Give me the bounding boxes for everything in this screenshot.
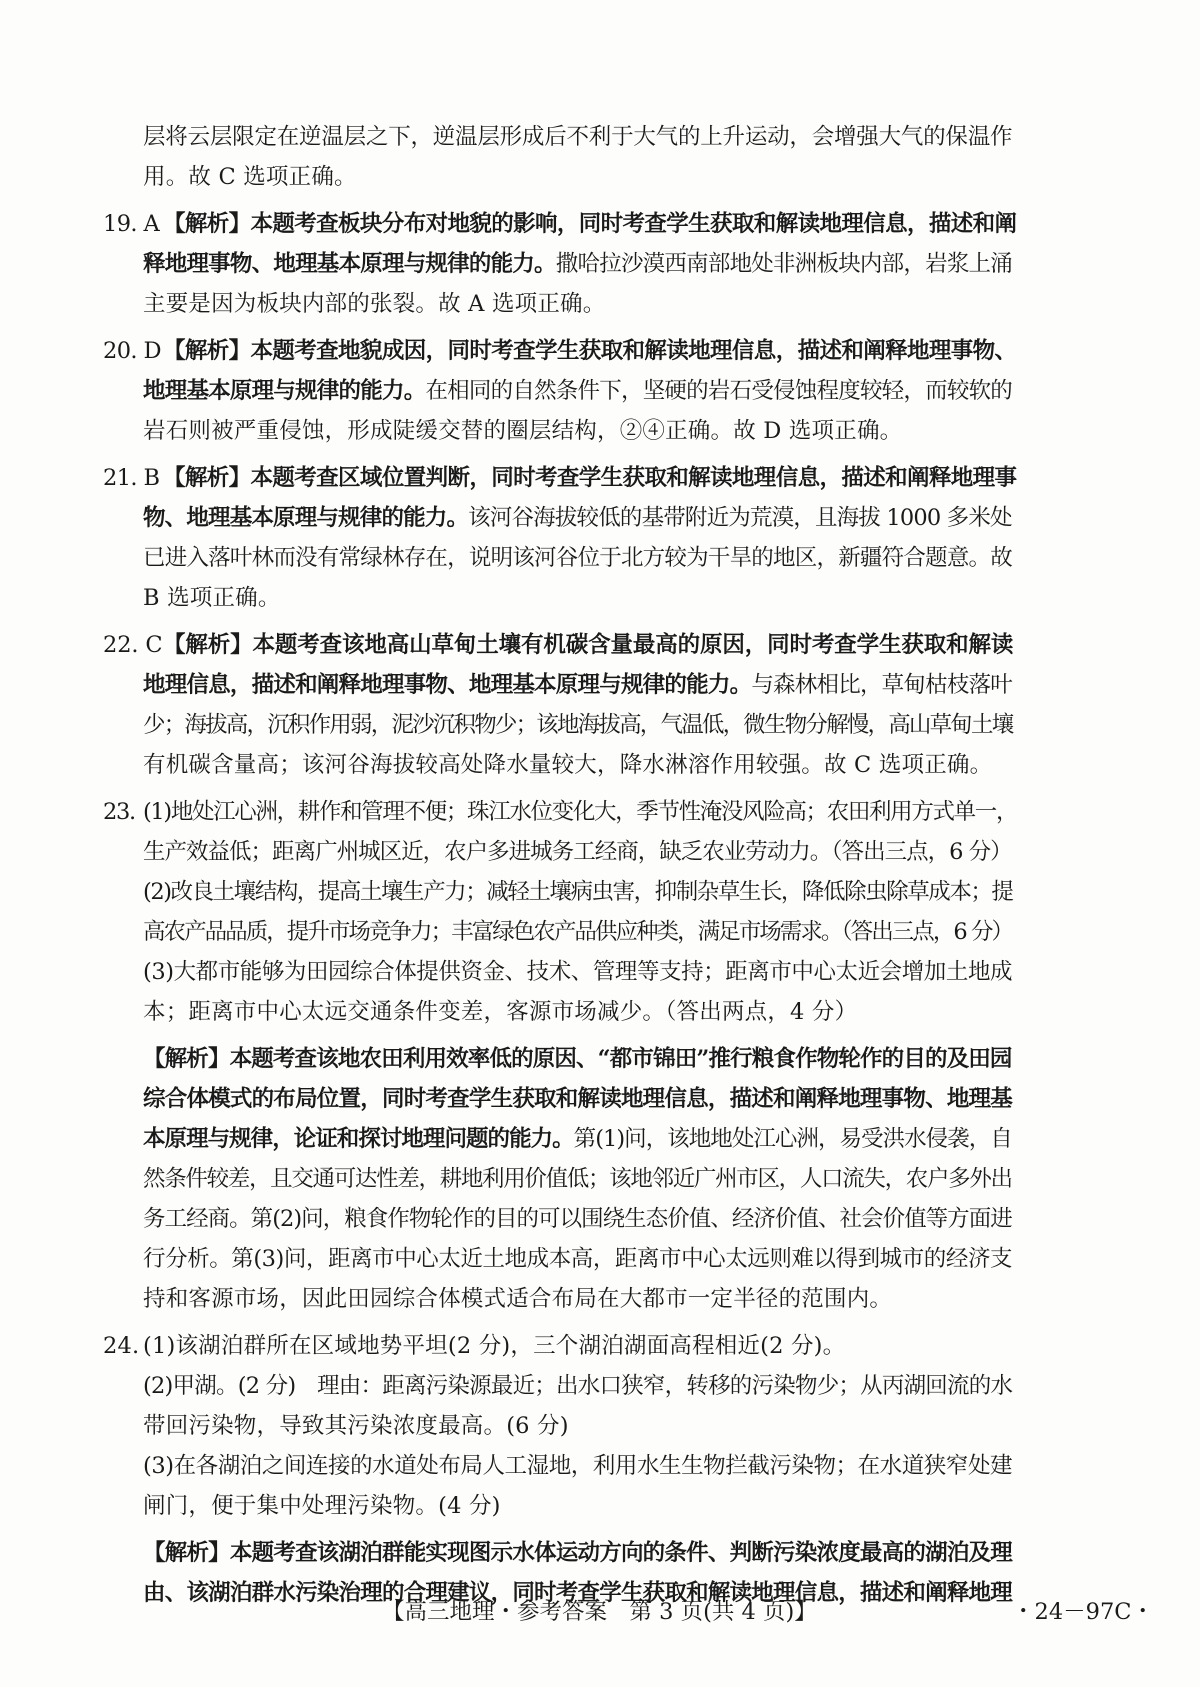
question-number: 21. B: [103, 465, 160, 491]
body-text: 持和客源市场，因此田园综合体模式适合布局在大都市一定半径的范围内。: [143, 1286, 893, 1312]
question-number: 20. D: [103, 338, 161, 364]
text-line: [103, 209, 1017, 239]
body-text: (2)甲湖。(2 分) 理由：距离污染源最近；出水口狭窄，转移的污染物少；从丙湖回流的水: [143, 1373, 1013, 1399]
text-line: [103, 1331, 846, 1361]
text-line: [143, 583, 281, 613]
bold-text: 综合体模式的布局位置，同时考查学生获取和解读地理信息，描述和阐释地理事物、地理基: [143, 1086, 1013, 1112]
body-text: 少；海拔高，沉积作用弱，泥沙沉积物少；该地海拔高，气温低，微生物分解慢，高山草甸土壤: [143, 712, 1013, 738]
text-line: [143, 1164, 1012, 1194]
bold-text: 【解析】本题考查该湖泊群能实现图示水体运动方向的条件、判断污染浓度最高的湖泊及理: [143, 1540, 1013, 1566]
question-number: 19. A: [103, 211, 160, 237]
body-text: 带回污染物，导致其污染浓度最高。(6 分): [143, 1413, 569, 1439]
text-line: [143, 1084, 1012, 1114]
body-text: 高农产品品质，提升市场竞争力；丰富绿色农产品供应种类，满足市场需求。（答出三点，6 分）: [143, 919, 1013, 945]
body-text: 岩石则被严重侵蚀，形成陡缓交替的圈层结构，②④正确。故 D 选项正确。: [143, 418, 903, 444]
text-line: [143, 122, 1012, 152]
text-line: [143, 1244, 1012, 1274]
text-line: [143, 289, 605, 319]
bold-text: 【解析】本题考查区域位置判断，同时考查学生获取和解读地理信息，描述和阐释地理事: [163, 465, 1017, 491]
bold-text: 物、地理基本原理与规律的能力。: [143, 505, 469, 531]
body-text: 生产效益低；距离广州城区近，农户多进城务工经商，缺乏农业劳动力。（答出三点，6 分）: [143, 839, 1012, 865]
bold-text: 由、该湖泊群水污染治理的合理建议，同时考查学生获取和解读地理信息，描述和阐释地理: [143, 1580, 1013, 1606]
text-line: [143, 1124, 1012, 1154]
body-text: 层将云层限定在逆温层之下，逆温层形成后不利于大气的上升运动，会增强大气的保温作: [143, 124, 1013, 150]
body-text: 本；距离市中心太远交通条件变差，客源市场减少。（答出两点，4 分）: [143, 999, 858, 1025]
body-text: (3)大都市能够为田园综合体提供资金、技术、管理等支持；距离市中心太近会增加土地成: [143, 959, 1013, 985]
text-line: [143, 997, 857, 1027]
text-line: [143, 1284, 892, 1314]
text-line: [143, 1491, 501, 1521]
text-line: [143, 249, 1012, 279]
body-text: 已进入落叶林而没有常绿林存在，说明该河谷位于北方较为干旱的地区，新疆符合题意。故: [143, 545, 1013, 571]
text-line: [143, 503, 1012, 533]
text-line: [143, 1538, 1012, 1568]
text-line: [143, 957, 1012, 987]
text-line: [103, 797, 1018, 827]
body-text: (1)该湖泊群所在区域地势平坦(2 分)，三个湖泊湖面高程相近(2 分)。: [143, 1333, 846, 1359]
text-line: [143, 416, 902, 446]
question-number: 23.: [103, 799, 135, 825]
text-line: [143, 1411, 569, 1441]
text-line: [143, 917, 1012, 947]
text-line: [143, 837, 1012, 867]
body-text: B 选项正确。: [143, 585, 281, 611]
body-text: 务工经商。第(2)问，粮食作物轮作的目的可以围绕生态价值、经济价值、社会价值等方面进: [143, 1206, 1012, 1232]
body-text: 然条件较差，且交通可达性差，耕地利用价值低；该地邻近广州市区，人口流失，农户多外出: [143, 1166, 1012, 1192]
body-text: (3)在各湖泊之间连接的水道处布局人工湿地，利用水生生物拦截污染物；在水道狭窄处建: [143, 1453, 1013, 1479]
bold-text: 地理信息，描述和阐释地理事物、地理基本原理与规律的能力。: [143, 672, 752, 698]
question-number: 24.: [103, 1333, 140, 1359]
text-line: [143, 543, 1012, 573]
bold-text: 【解析】本题考查该地高山草甸土壤有机碳含量最高的原因，同时考查学生获取和解读: [163, 632, 1014, 658]
text-line: [143, 877, 1012, 907]
body-text: 闸门，便于集中处理污染物。(4 分): [143, 1493, 501, 1519]
footer-title: 【高三地理・参考答案 第 3 页(共 4 页)】: [382, 1599, 817, 1625]
question-number: 22. C: [103, 632, 163, 658]
body-text: 该河谷海拔较低的基带附近为荒漠，且海拔 1000 多米处: [468, 505, 1012, 531]
text-line: [143, 376, 1012, 406]
body-text: 行分析。第(3)问，距离市中心太近土地成本高，距离市中心太远则难以得到城市的经济支: [143, 1246, 1013, 1272]
bold-text: 【解析】本题考查地貌成因，同时考查学生获取和解读地理信息，描述和阐释地理事物、: [163, 338, 1017, 364]
body-text: (1)地处江心洲，耕作和管理不便；珠江水位变化大，季节性淹没风险高；农田利用方式单一，: [143, 799, 1018, 825]
bold-text: 地理基本原理与规律的能力。: [143, 378, 426, 404]
text-line: [143, 1044, 1012, 1074]
body-text: 主要是因为板块内部的张裂。故 A 选项正确。: [143, 291, 606, 317]
body-text: 用。故 C 选项正确。: [143, 164, 357, 190]
text-line: [143, 162, 357, 192]
text-line: [103, 463, 1017, 493]
bold-text: 【解析】本题考查该地农田利用效率低的原因、“都市锦田”推行粮食作物轮作的目的及田园: [143, 1046, 1012, 1072]
bold-text: 【解析】本题考查板块分布对地貌的影响，同时考查学生获取和解读地理信息，描述和阐: [163, 211, 1017, 237]
body-text: 有机碳含量高；该河谷海拔较高处降水量较大，降水淋溶作用较强。故 C 选项正确。: [143, 752, 993, 778]
text-line: [143, 1451, 1012, 1481]
body-text: 在相同的自然条件下，坚硬的岩石受侵蚀程度较轻，而较软的: [425, 378, 1013, 404]
body-text: (2)改良土壤结构，提高土壤生产力；减轻土壤病虫害，抑制杂草生长，降低除虫除草成本；提: [143, 879, 1013, 905]
body-text: 与森林相比，草甸枯枝落叶: [751, 672, 1013, 698]
text-line: [103, 336, 1017, 366]
text-line: [143, 710, 1012, 740]
text-line: [103, 630, 1014, 660]
text-line: [143, 1204, 1012, 1234]
footer-code: ・24－97C・: [1012, 1599, 1154, 1625]
text-line: [143, 1371, 1012, 1401]
bold-text: 本原理与规律，论证和探讨地理问题的能力。: [143, 1126, 574, 1152]
text-line: [143, 670, 1012, 700]
body-text: 第(1)问，该地地处江心洲，易受洪水侵袭，自: [573, 1126, 1012, 1152]
body-text: 撒哈拉沙漠西南部地处非洲板块内部，岩浆上涌: [555, 251, 1013, 277]
text-line: [143, 750, 992, 780]
bold-text: 释地理事物、地理基本原理与规律的能力。: [143, 251, 556, 277]
